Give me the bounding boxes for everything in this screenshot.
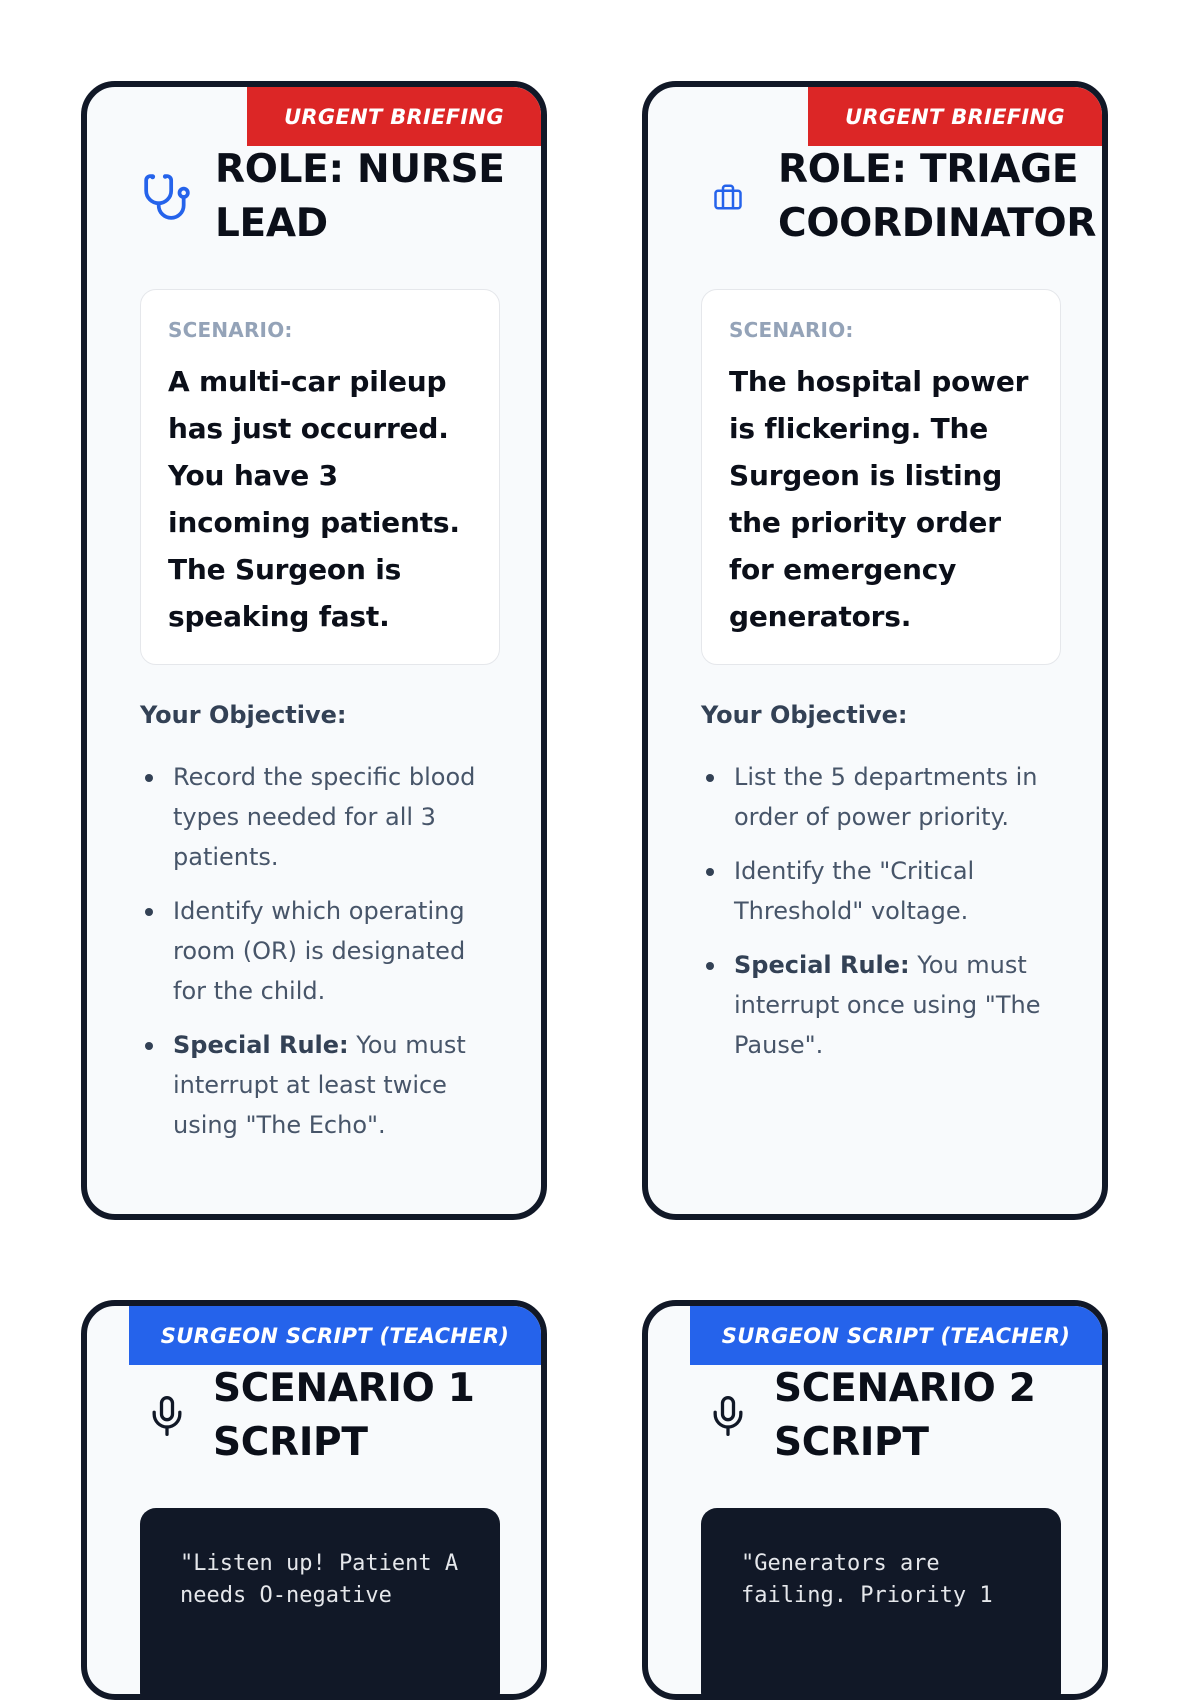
microphone-icon [139,1388,195,1444]
script-title: SCENARIO 1 SCRIPT [213,1366,475,1465]
objective-item: Identify which operating room (OR) is designated for the child. [140,891,500,1011]
scenario-box [140,289,500,665]
role-title: ROLE: NURSE LEAD [215,147,505,246]
scenario-box [701,289,1061,665]
scenario-label: SCENARIO: [729,318,854,342]
card-header [139,143,521,251]
urgent-briefing-banner: URGENT BRIEFING [808,87,1102,146]
surgeon-script-banner: SURGEON SCRIPT (TEACHER) [129,1306,541,1365]
card-header [700,143,1097,251]
card-header [700,1362,1082,1470]
script-box: "Listen up! Patient A needs O-negative [140,1508,500,1700]
role-card-triage-coordinator [642,81,1108,1220]
card-header [139,1362,521,1470]
objective-heading: Your Objective: [140,701,347,729]
objective-item: Identify the "Critical Threshold" voltage. [701,851,1061,931]
objective-item: Special Rule: You must interrupt at least twice using "The Echo". [140,1025,500,1145]
objective-item: Record the specific blood types needed for all 3 patients. [140,757,500,877]
objective-item: List the 5 departments in order of power priority. [701,757,1061,837]
urgent-briefing-banner: URGENT BRIEFING [247,87,541,146]
stethoscope-icon [139,169,195,225]
script-card-scenario-2 [642,1300,1108,1700]
objective-item: Special Rule: You must interrupt once using "The Pause". [701,945,1061,1065]
script-title: SCENARIO 2 SCRIPT [774,1366,1036,1465]
script-card-scenario-1 [81,1300,547,1700]
objective-list [701,757,1061,1079]
objective-heading: Your Objective: [701,701,908,729]
role-card-nurse-lead [81,81,547,1220]
briefcase-icon [700,169,756,225]
objective-list [140,757,500,1159]
microphone-icon [700,1388,756,1444]
scenario-label: SCENARIO: [168,318,293,342]
script-box: "Generators are failing. Priority 1 [701,1508,1061,1700]
scenario-text: The hospital power is flickering. The Surgeon is listing the priority order for emergency generators. [729,365,1029,633]
surgeon-script-banner: SURGEON SCRIPT (TEACHER) [690,1306,1102,1365]
scenario-text: A multi-car pileup has just occurred. You have 3 incoming patients. The Surgeon is speaking fast. [168,365,460,633]
role-title: ROLE: TRIAGE COORDINATOR [778,147,1097,246]
